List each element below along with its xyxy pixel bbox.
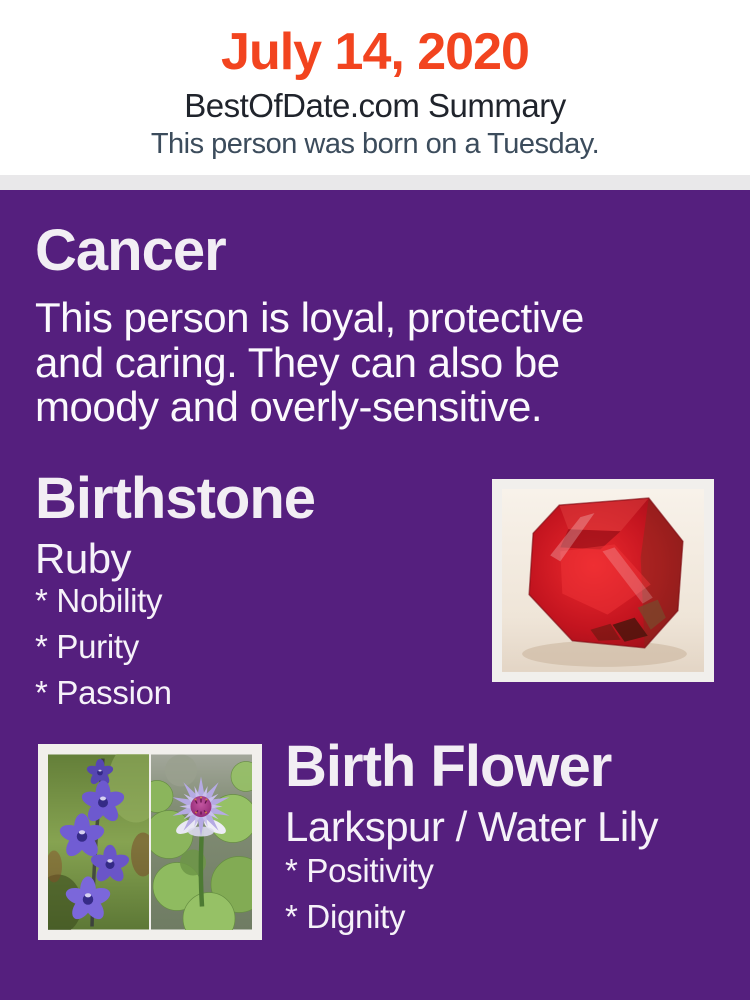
birth-flower-heading: Birth Flower xyxy=(285,734,612,799)
header-divider xyxy=(0,175,750,190)
birthstone-trait: * Passion xyxy=(35,674,172,711)
card-header xyxy=(0,0,750,175)
larkspur-photo xyxy=(48,754,149,930)
birthstone-trait: * Nobility xyxy=(35,582,163,619)
birth-flower-photo xyxy=(38,744,262,940)
birth-flower-trait: * Dignity xyxy=(285,898,406,935)
card-body xyxy=(0,190,750,1000)
birth-flower-trait: * Positivity xyxy=(285,852,434,889)
ruby-photo xyxy=(492,479,714,682)
birth-flower-trait-list xyxy=(285,854,434,946)
water-lily-photo xyxy=(151,754,252,930)
zodiac-sign-heading: Cancer xyxy=(35,218,226,283)
zodiac-description: This person is loyal, protective and caring. They can also be moody and overly-sensitive. xyxy=(35,294,584,431)
weekday-line: This person was born on a Tuesday. xyxy=(150,128,600,160)
site-summary-title: BestOfDate.com Summary xyxy=(184,87,566,124)
date-title: July 14, 2020 xyxy=(221,23,529,81)
birthstone-trait: * Purity xyxy=(35,628,139,665)
birth-flower-name: Larkspur / Water Lily xyxy=(285,803,659,850)
birthstone-heading: Birthstone xyxy=(35,466,315,531)
birthstone-name: Ruby xyxy=(35,535,132,582)
birthstone-trait-list xyxy=(35,584,172,722)
ruby-gemstone-illustration xyxy=(502,489,704,672)
